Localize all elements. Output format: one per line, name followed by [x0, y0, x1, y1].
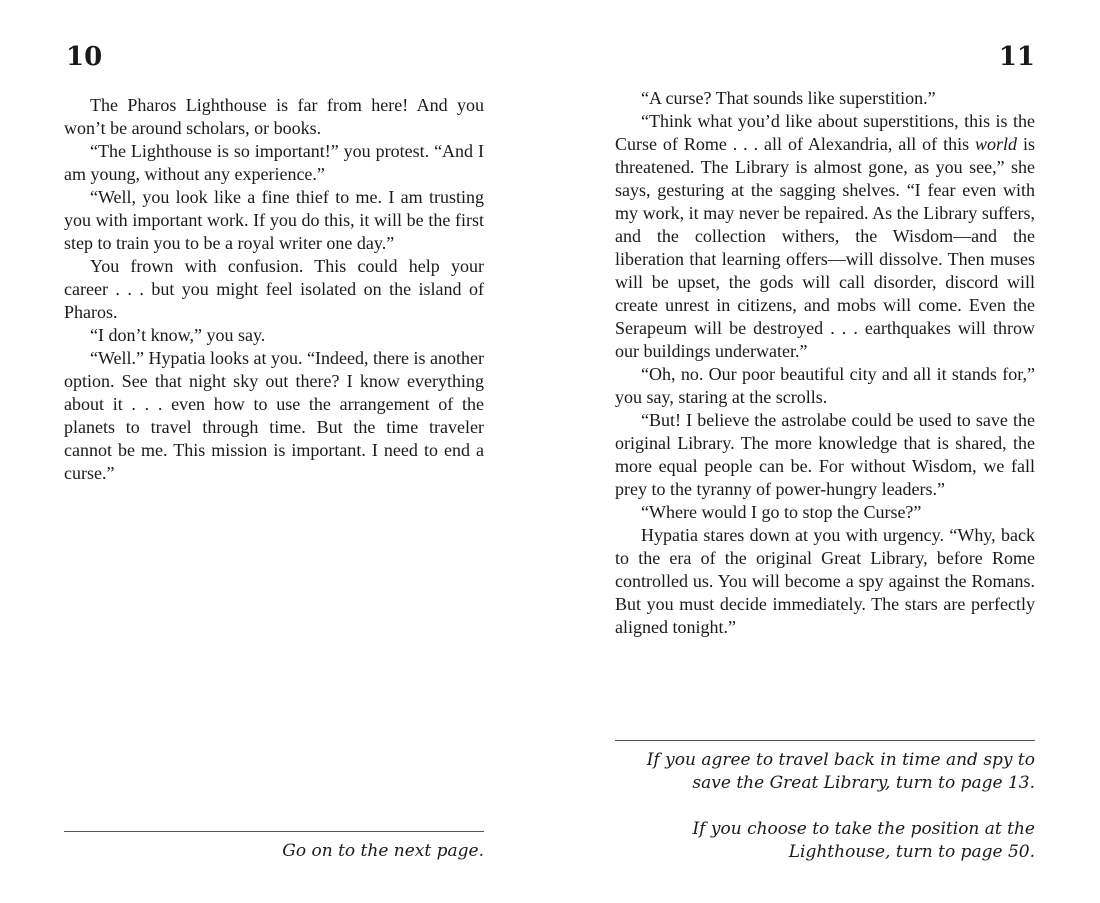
- footer-divider: [64, 831, 484, 832]
- paragraph: “Oh, no. Our poor beautiful city and all it stands for,” you say, staring at the scrolls.: [615, 364, 1035, 407]
- page-number-right: 11: [998, 42, 1035, 72]
- paragraph-text: “Think what you’d like about superstitions, this is the Curse of Rome . . . all of Alexandria, all of this: [615, 111, 1035, 154]
- paragraph: Hypatia stares down at you with urgency. “Why, back to the era of the original Great Library, before Rome controlled us. You will become a spy against the Romans. But you must decide immediately. The stars are perfectly aligned tonight.”: [615, 525, 1035, 637]
- choices-divider: [615, 740, 1035, 741]
- paragraph: “I don’t know,” you say.: [90, 325, 266, 345]
- paragraph: “Where would I go to stop the Curse?”: [641, 502, 922, 522]
- paragraph: “A curse? That sounds like superstition.”: [641, 88, 936, 108]
- left-page-body: [64, 94, 484, 485]
- choice-travel-back: [615, 749, 1035, 795]
- emphasized-word: world: [975, 134, 1018, 154]
- choice-line: save the Great Library, turn to page 13.: [692, 773, 1035, 793]
- paragraph: “But! I believe the astrolabe could be used to save the original Library. The more knowledge that is shared, the more equal people can be. For without Wisdom, we fall prey to the tyranny of power-hungry leaders.”: [615, 410, 1035, 499]
- paragraph: You frown with confusion. This could help your career . . . but you might feel isolated on the island of Pharos.: [64, 256, 484, 322]
- continue-note: Go on to the next page.: [282, 841, 484, 861]
- choice-lighthouse: [615, 818, 1035, 864]
- paragraph-text: is threatened. The Library is almost gone, as you see,” she says, gesturing at the sagging shelves. “I fear even with my work, it may never be repaired. As the Library suffers, and the collection withers, the Wisdom—and the liberation that learning offers—will dissolve. Then muses will be upset, the gods will call disorder, discord will create unrest in citizens, and mobs will come. Even the Serapeum will be destroyed . . . earthquakes will throw our buildings underwater.”: [615, 134, 1035, 361]
- paragraph: “The Lighthouse is so important!” you protest. “And I am young, without any experience.”: [64, 141, 484, 184]
- choice-line: If you agree to travel back in time and spy to: [646, 750, 1035, 770]
- right-page-body: [615, 87, 1035, 639]
- page-number-left: 10: [66, 42, 103, 72]
- choice-line: If you choose to take the position at the: [692, 819, 1035, 839]
- choice-line: Lighthouse, turn to page 50.: [788, 842, 1035, 862]
- paragraph: [615, 110, 1035, 363]
- paragraph: “Well, you look like a fine thief to me. I am trusting you with important work. If you do this, it will be the first step to train you to be a royal writer one day.”: [64, 187, 484, 253]
- paragraph: The Pharos Lighthouse is far from here! And you won’t be around scholars, or books.: [64, 95, 484, 138]
- paragraph: “Well.” Hypatia looks at you. “Indeed, there is another option. See that night sky out there? I know everything about it . . . even how to use the arrangement of the planets to travel through time. But the time traveler cannot be me. This mission is important. I need to end a curse.”: [64, 348, 484, 483]
